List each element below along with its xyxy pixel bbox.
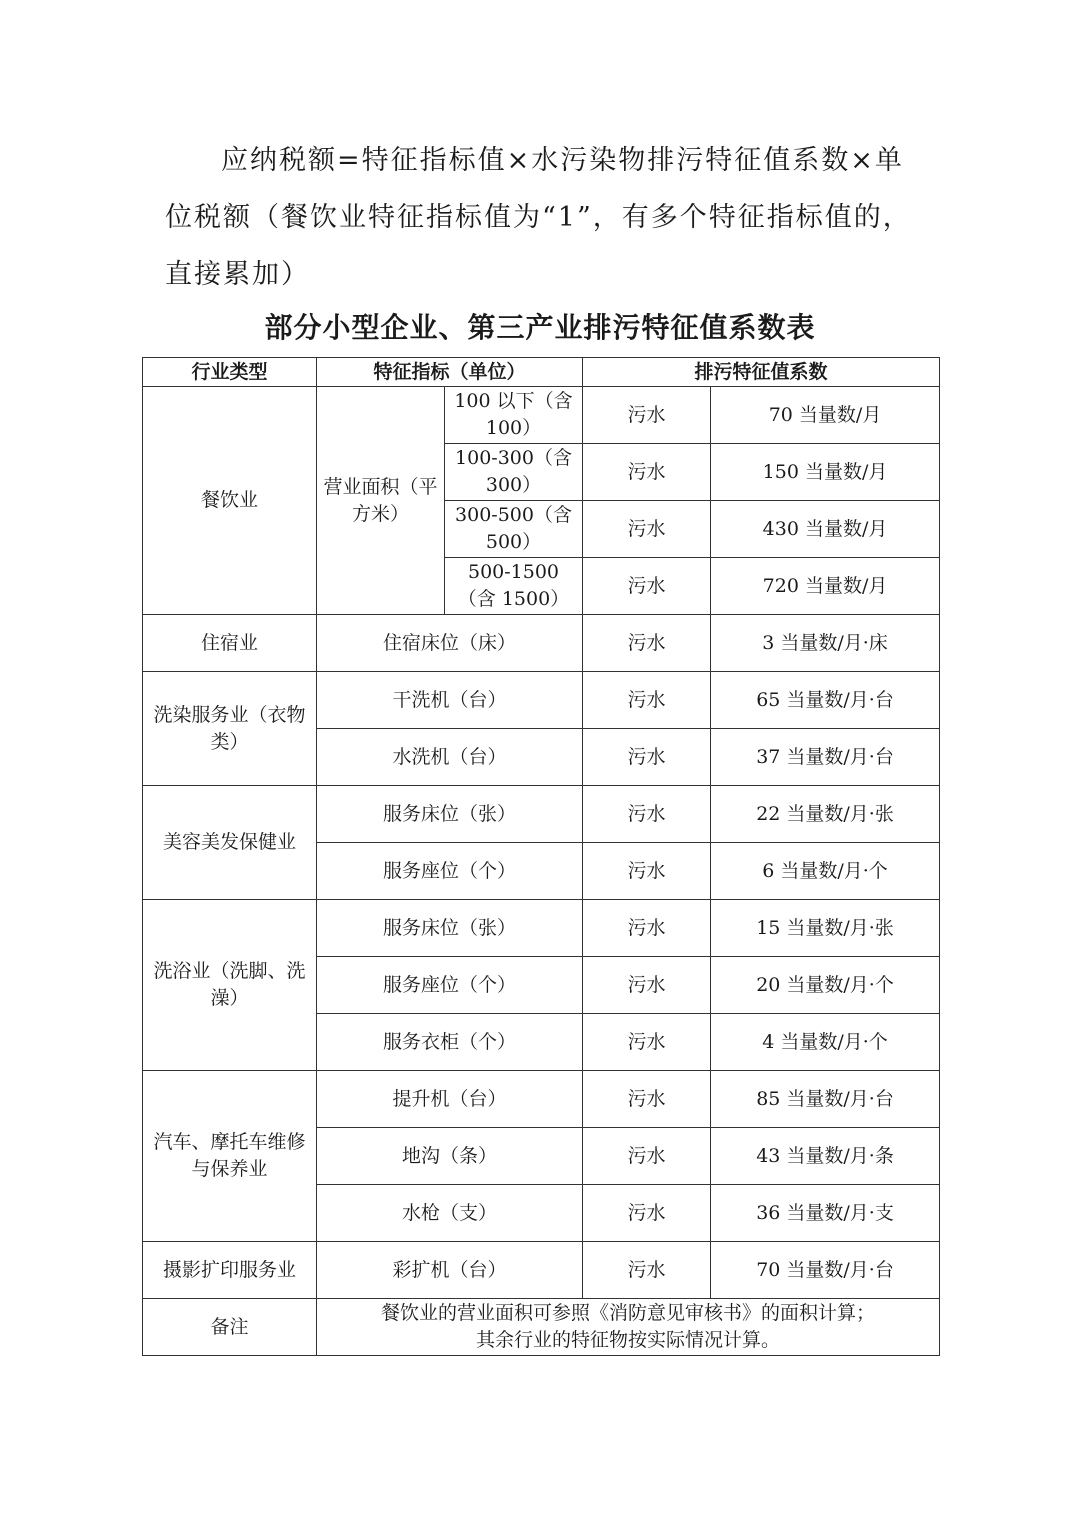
indicator-cell: 水枪（支） <box>317 1185 583 1242</box>
table-row <box>143 672 940 729</box>
industry-cell: 美容美发保健业 <box>143 786 317 900</box>
pollutant-cell: 污水 <box>583 1185 711 1242</box>
pollutant-cell: 污水 <box>583 1242 711 1299</box>
industry-cell: 住宿业 <box>143 615 317 672</box>
remarks-line: 餐饮业的营业面积可参照《消防意见审核书》的面积计算； <box>381 1302 876 1324</box>
pollutant-cell: 污水 <box>583 900 711 957</box>
header-industry: 行业类型 <box>143 358 317 387</box>
indicator-cell: 服务座位（个） <box>317 843 583 900</box>
pollutant-cell: 污水 <box>583 843 711 900</box>
table-row <box>143 1071 940 1128</box>
pollutant-cell: 污水 <box>583 615 711 672</box>
remarks-line: 其余行业的特征物按实际情况计算。 <box>476 1329 781 1351</box>
area-range-cell: 100-300（含 300） <box>445 444 583 501</box>
indicator-cell: 干洗机（台） <box>317 672 583 729</box>
indicator-cell: 住宿床位（床） <box>317 615 583 672</box>
indicator-cell: 服务衣柜（个） <box>317 1014 583 1071</box>
coefficient-cell: 70 当量数/月 <box>711 387 940 444</box>
coefficient-cell: 6 当量数/月·个 <box>711 843 940 900</box>
table-title: 部分小型企业、第三产业排污特征值系数表 <box>264 311 816 344</box>
indicator-cell: 彩扩机（台） <box>317 1242 583 1299</box>
indicator-cell: 水洗机（台） <box>317 729 583 786</box>
table-row <box>143 900 940 957</box>
coefficient-cell: 15 当量数/月·张 <box>711 900 940 957</box>
coefficient-cell: 3 当量数/月·床 <box>711 615 940 672</box>
industry-cell: 汽车、摩托车维修与保养业 <box>143 1071 317 1242</box>
industry-cell: 洗浴业（洗脚、洗澡） <box>143 900 317 1071</box>
coefficient-cell: 65 当量数/月·台 <box>711 672 940 729</box>
area-range-cell: 300-500（含 500） <box>445 501 583 558</box>
coefficient-cell: 22 当量数/月·张 <box>711 786 940 843</box>
pollutant-cell: 污水 <box>583 387 711 444</box>
remarks-label: 备注 <box>143 1299 317 1356</box>
pollutant-cell: 污水 <box>583 672 711 729</box>
remarks-text <box>317 1299 940 1356</box>
coefficient-cell: 720 当量数/月 <box>711 558 940 615</box>
industry-cell: 洗染服务业（衣物类） <box>143 672 317 786</box>
table-header-row <box>143 358 940 387</box>
area-range-cell: 500-1500（含 1500） <box>445 558 583 615</box>
pollutant-cell: 污水 <box>583 444 711 501</box>
table-row <box>143 387 940 444</box>
industry-cell: 餐饮业 <box>143 387 317 615</box>
coefficient-cell: 85 当量数/月·台 <box>711 1071 940 1128</box>
remarks-row <box>143 1299 940 1356</box>
header-coefficient: 排污特征值系数 <box>583 358 940 387</box>
coefficient-cell: 4 当量数/月·个 <box>711 1014 940 1071</box>
table-row <box>143 786 940 843</box>
coefficient-cell: 20 当量数/月·个 <box>711 957 940 1014</box>
coefficient-cell: 43 当量数/月·条 <box>711 1128 940 1185</box>
coefficient-cell: 430 当量数/月 <box>711 501 940 558</box>
industry-cell: 摄影扩印服务业 <box>143 1242 317 1299</box>
pollutant-cell: 污水 <box>583 957 711 1014</box>
coefficient-cell: 37 当量数/月·台 <box>711 729 940 786</box>
coefficient-cell: 36 当量数/月·支 <box>711 1185 940 1242</box>
pollutant-cell: 污水 <box>583 501 711 558</box>
header-indicator: 特征指标（单位） <box>317 358 583 387</box>
coefficient-cell: 70 当量数/月·台 <box>711 1242 940 1299</box>
coefficient-table <box>142 357 940 1356</box>
indicator-cell: 地沟（条） <box>317 1128 583 1185</box>
table-row <box>143 1242 940 1299</box>
pollutant-cell: 污水 <box>583 558 711 615</box>
pollutant-cell: 污水 <box>583 1014 711 1071</box>
area-range-cell: 100 以下（含 100） <box>445 387 583 444</box>
table-row <box>143 615 940 672</box>
coefficient-cell: 150 当量数/月 <box>711 444 940 501</box>
pollutant-cell: 污水 <box>583 1071 711 1128</box>
tax-formula-paragraph: 应纳税额=特征指标值×水污染物排污特征值系数×单位税额（餐饮业特征指标值为“1”，有多个特征指标值的，直接累加） <box>165 145 912 290</box>
indicator-cell: 服务座位（个） <box>317 957 583 1014</box>
pollutant-cell: 污水 <box>583 1128 711 1185</box>
indicator-cell: 服务床位（张） <box>317 786 583 843</box>
indicator-cell: 提升机（台） <box>317 1071 583 1128</box>
pollutant-cell: 污水 <box>583 786 711 843</box>
pollutant-cell: 污水 <box>583 729 711 786</box>
indicator-cell: 服务床位（张） <box>317 900 583 957</box>
indicator-cell: 营业面积（平方米） <box>317 387 445 615</box>
